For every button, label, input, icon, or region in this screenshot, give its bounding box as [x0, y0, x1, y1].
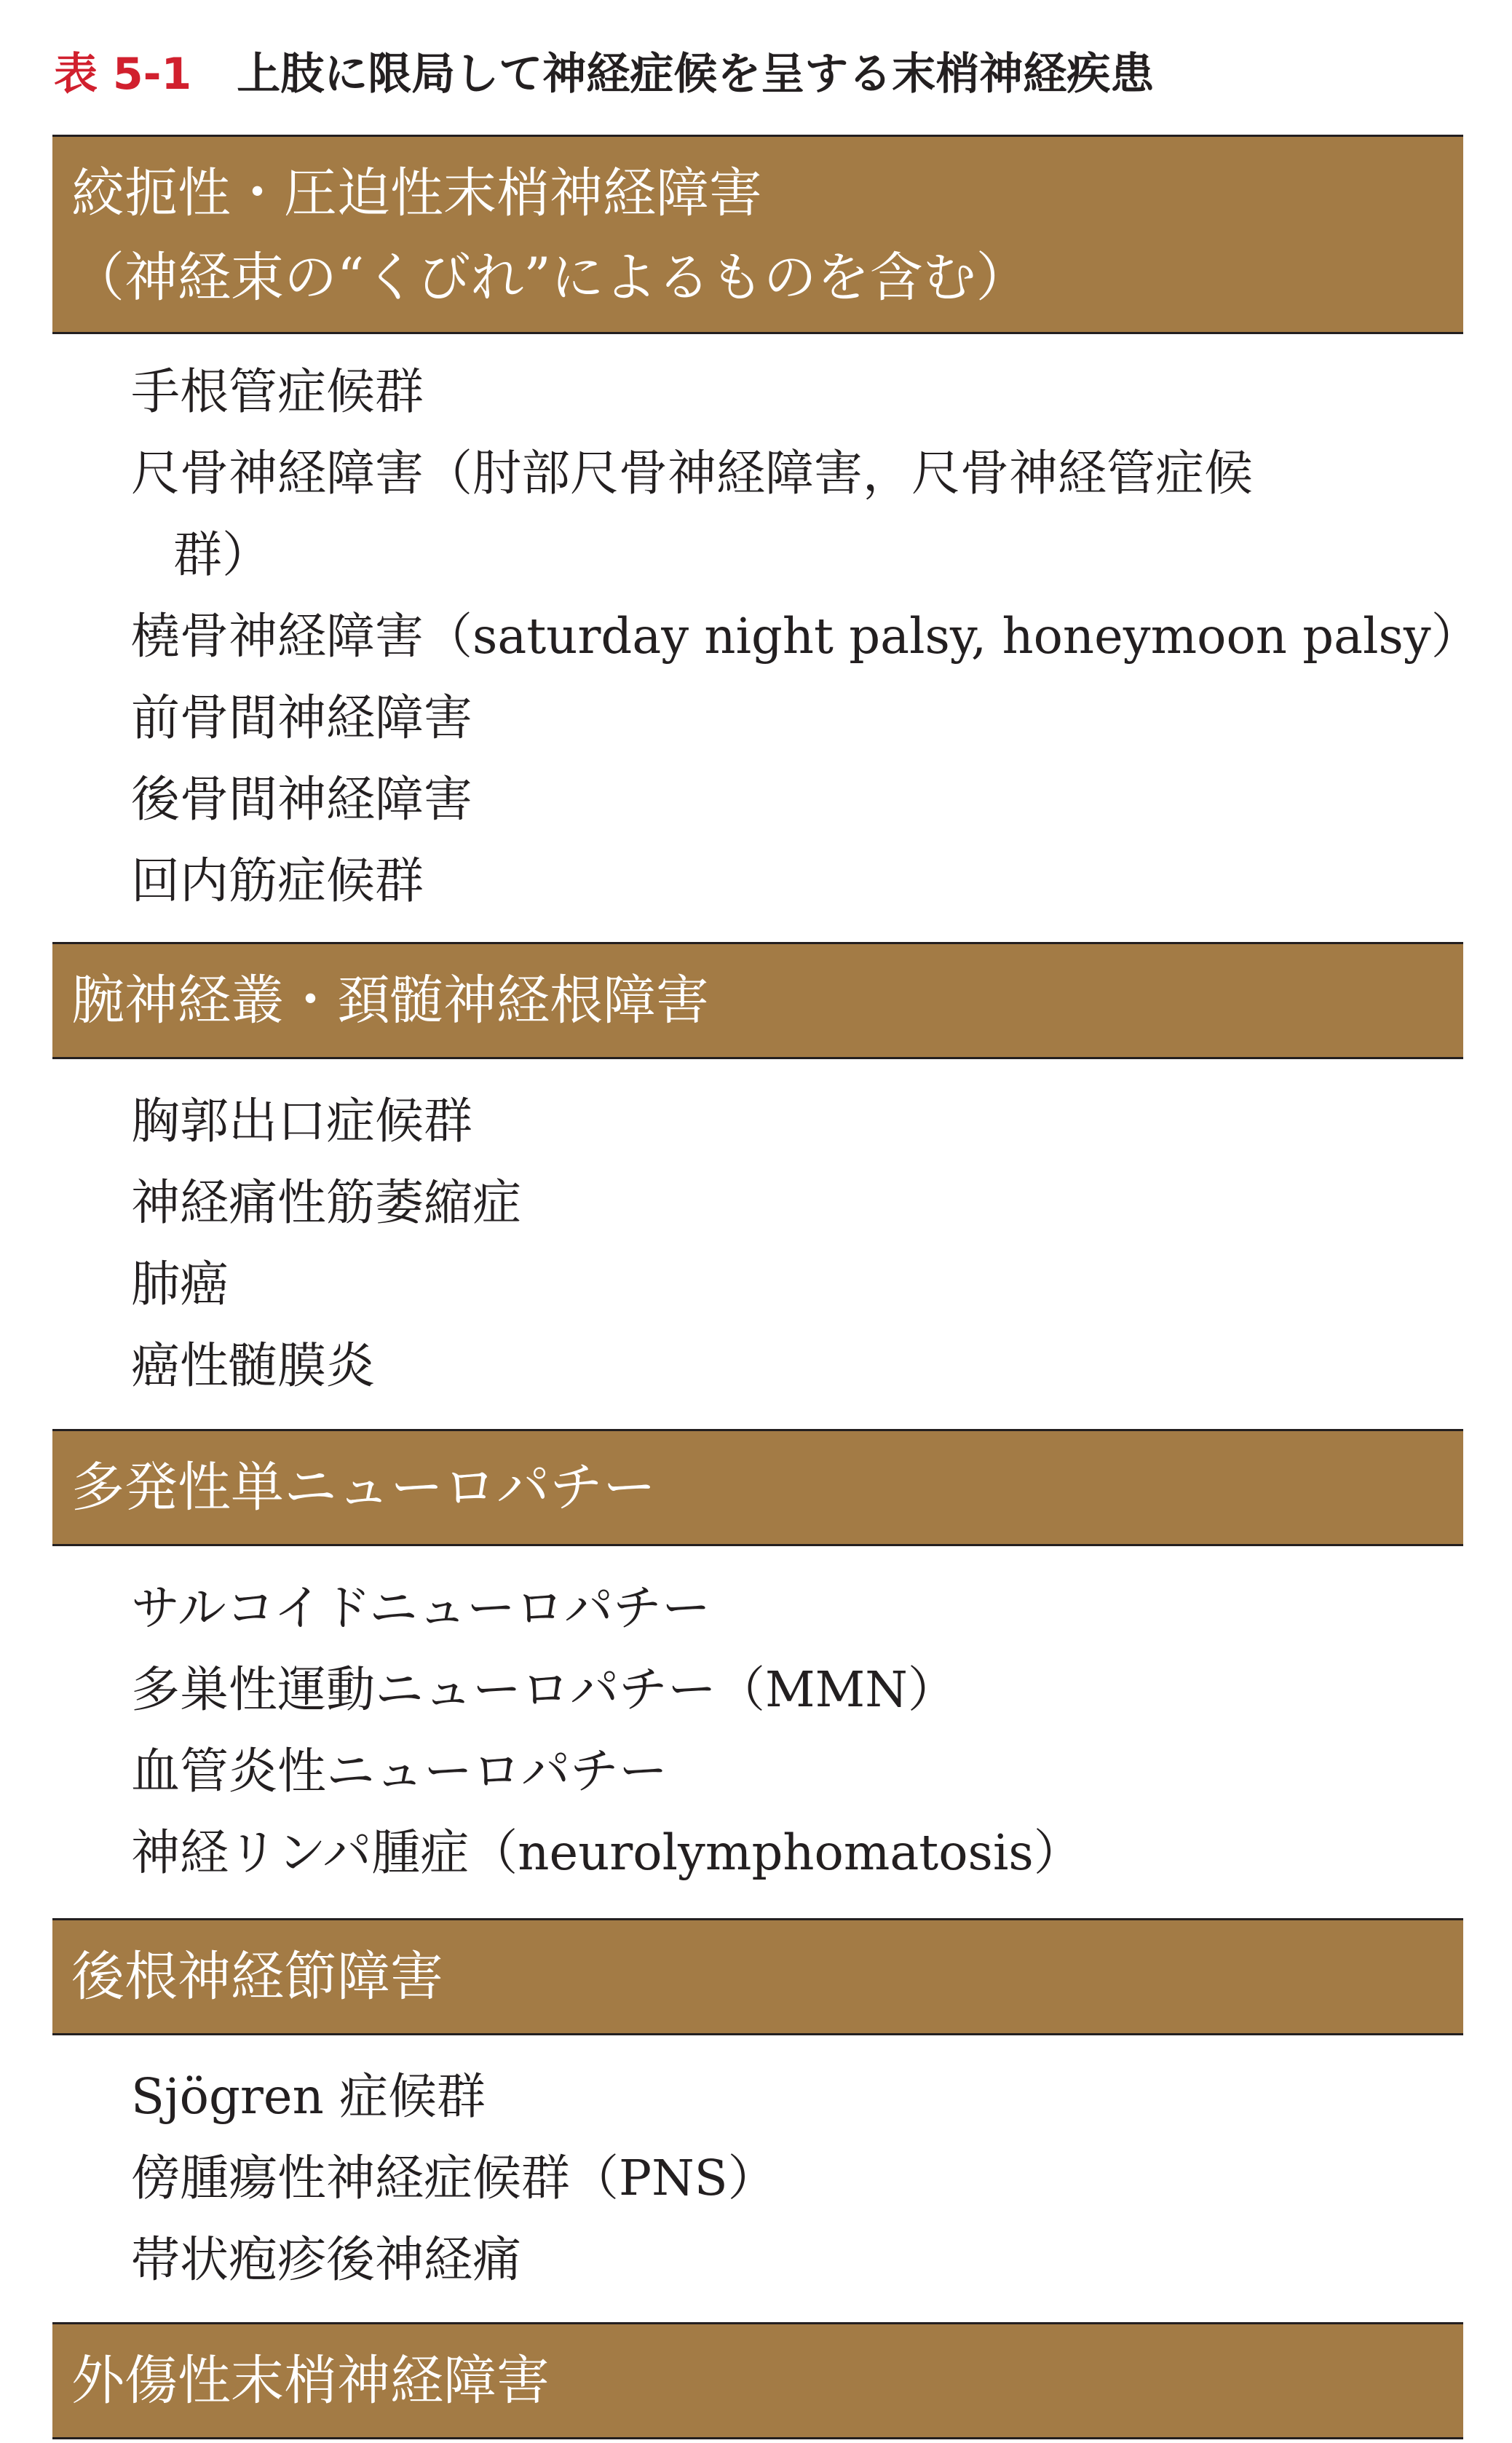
section-header-line2: （神経束の“くびれ”によるものを含む）	[71, 247, 1029, 309]
list-item: 帯状疱疹後神経痛	[131, 2231, 521, 2288]
table-title: 上肢に限局して神経症候を呈する末梢神経疾患	[237, 49, 1155, 100]
list-item: 癌性髄膜炎	[131, 1337, 375, 1394]
section-items-entrapment	[52, 334, 1480, 942]
list-item: 神経リンパ腫症（neurolymphomatosis）	[131, 1824, 1082, 1881]
list-item: 胸郭出口症候群	[131, 1093, 472, 1149]
disease-table	[52, 135, 1480, 2439]
section-items-plexus	[52, 1059, 1463, 1429]
list-item: サルコイドニューロパチー	[131, 1580, 711, 1636]
list-item: 回内筋症候群	[131, 852, 424, 909]
list-item-text: 尺骨神経障害（肘部尺骨神経障害，尺骨神経管症候	[131, 445, 1253, 502]
table-caption	[54, 44, 1154, 105]
table-number: 表 5-1	[54, 49, 192, 100]
list-item: Sjögren 症候群	[131, 2068, 486, 2125]
list-item: 多巣性運動ニューロパチー（MMN）	[131, 1661, 957, 1718]
section-items-mononeuropathy	[52, 1546, 1463, 1918]
list-item: 血管炎性ニューロパチー	[131, 1743, 668, 1799]
list-item: 肺癌	[131, 1256, 229, 1312]
section-header-entrapment	[52, 135, 1463, 334]
list-item: 後骨間神経障害	[131, 771, 472, 828]
list-item: 橈骨神経障害（saturday night palsy, honeymoon palsy）	[131, 608, 1480, 665]
list-item: 前骨間神経障害	[131, 689, 472, 746]
list-item: 傍腫瘍性神経症候群（PNS）	[131, 2150, 777, 2206]
section-header-line1: 絞扼性・圧迫性末梢神経障害	[71, 162, 762, 224]
section-header-mononeuropathy: 多発性単ニューロパチー	[52, 1429, 1463, 1546]
section-header-drg: 後根神経節障害	[52, 1918, 1463, 2035]
list-item: 神経痛性筋萎縮症	[131, 1174, 521, 1231]
section-header-traumatic: 外傷性末梢神経障害	[52, 2322, 1463, 2439]
list-item: 手根管症候群	[131, 363, 424, 420]
list-item-continuation: 群）	[173, 526, 271, 583]
section-items-drg	[52, 2035, 1463, 2322]
list-item-ulnar	[52, 432, 1463, 595]
section-header-plexus: 腕神経叢・頚髄神経根障害	[52, 942, 1463, 1059]
